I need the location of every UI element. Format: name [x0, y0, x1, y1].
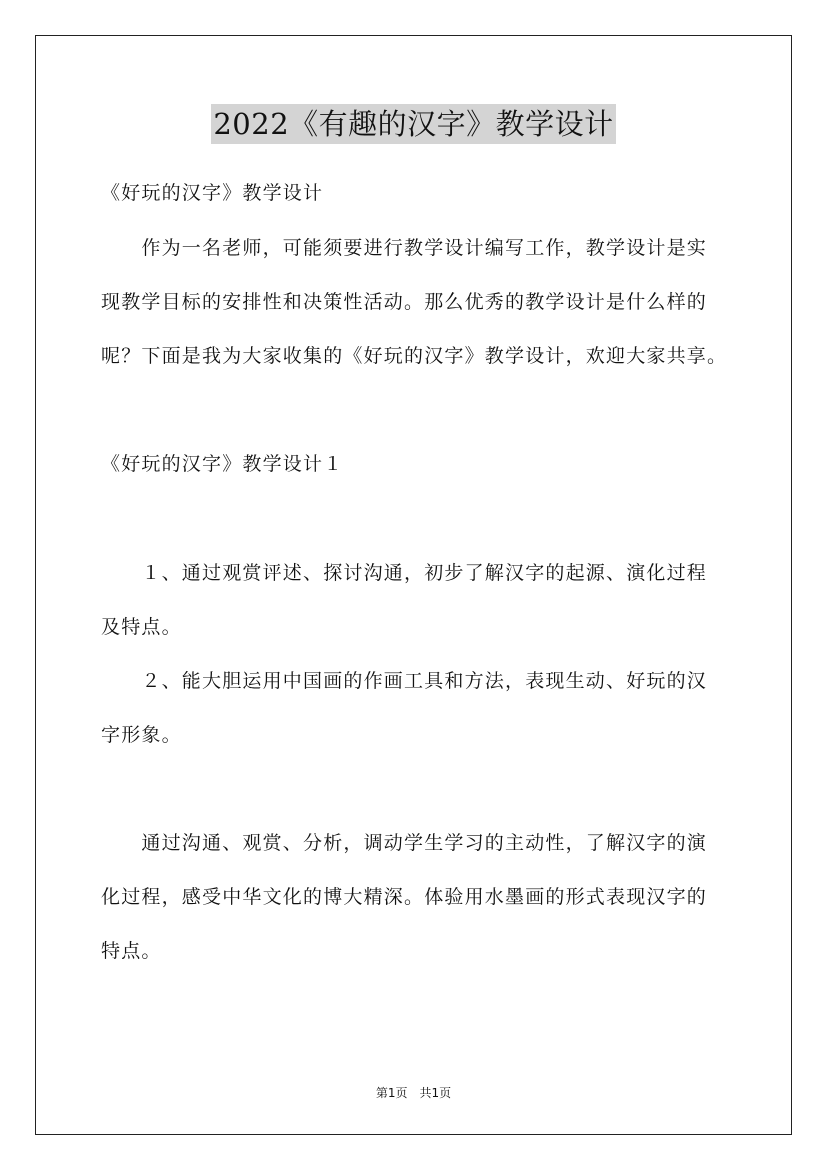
intro-line-1: 作为一名老师，可能须要进行教学设计编写工作，教学设计是实: [101, 237, 708, 259]
objective-line-2: 及特点。: [101, 616, 182, 638]
document-title-container: [0, 104, 827, 144]
document-title: 2022《有趣的汉字》教学设计: [211, 104, 615, 144]
process-line-1: 通过沟通、观赏、分析，调动学生学习的主动性，了解汉字的演: [101, 832, 708, 854]
objective-line-1: １、通过观赏评述、探讨沟通，初步了解汉字的起源、演化过程: [101, 562, 708, 584]
intro-line-3: 呢？下面是我为大家收集的《好玩的汉字》教学设计，欢迎大家共享。: [101, 345, 728, 367]
subtitle: 《好玩的汉字》教学设计: [101, 182, 324, 204]
process-line-2: 化过程，感受中华文化的博大精深。体验用水墨画的形式表现汉字的: [101, 886, 708, 908]
objective-line-4: 字形象。: [101, 724, 182, 746]
intro-line-2: 现教学目标的安排性和决策性活动。那么优秀的教学设计是什么样的: [101, 291, 708, 313]
objective-line-3: ２、能大胆运用中国画的作画工具和方法，表现生动、好玩的汉: [101, 670, 708, 692]
section-heading: 《好玩的汉字》教学设计１: [101, 453, 344, 475]
process-line-3: 特点。: [101, 940, 162, 962]
page-number-footer: 第1页 共1页: [375, 1086, 452, 1100]
